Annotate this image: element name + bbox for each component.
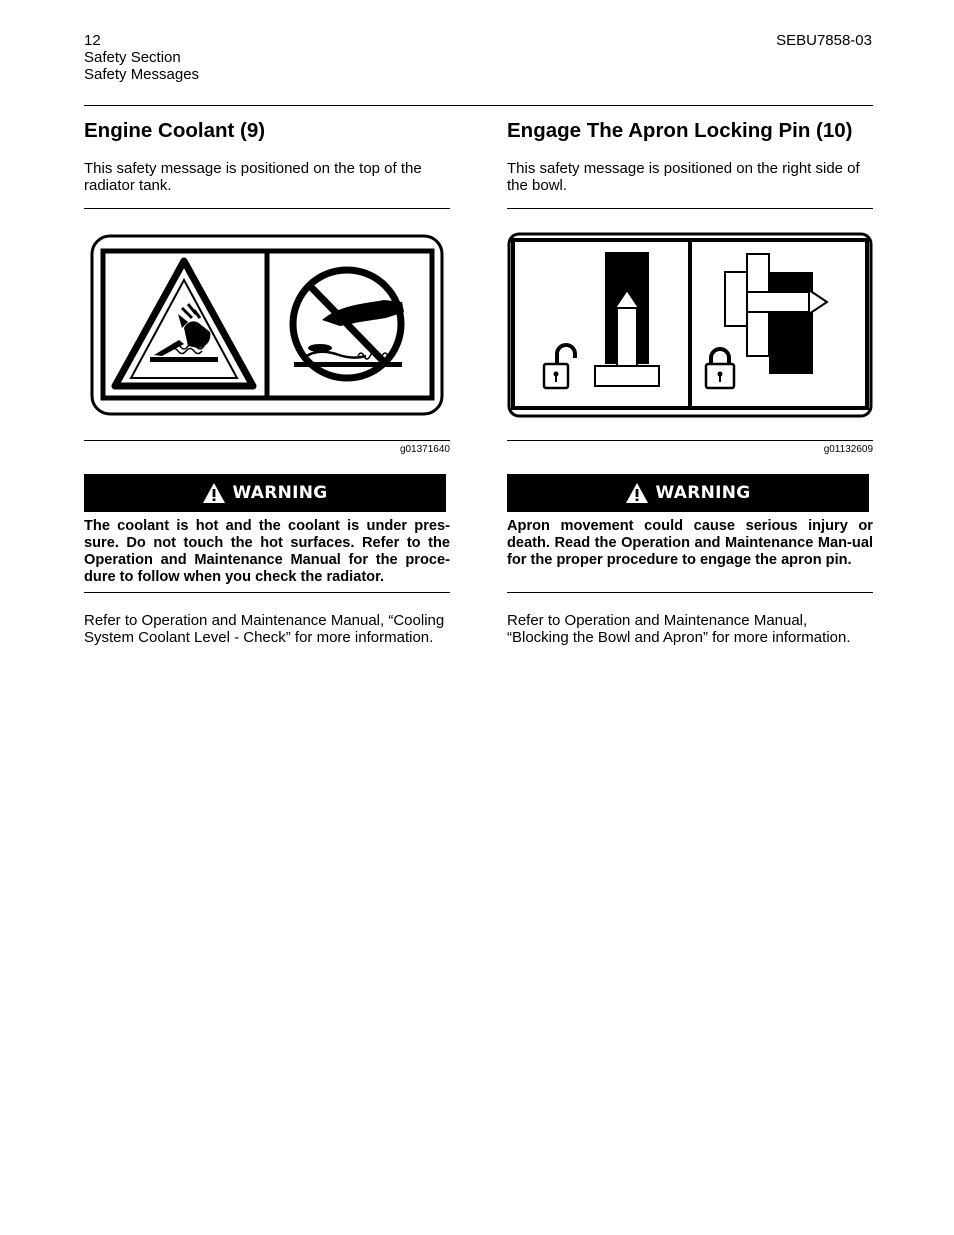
reference-text: Refer to Operation and Maintenance Manual, “Cooling System Coolant Level - Check” for more information. <box>84 612 445 646</box>
hot-surface-triangle-icon <box>115 261 253 386</box>
section-intro: This safety message is positioned on the right side of the bowl. <box>507 160 860 194</box>
warning-message: The coolant is hot and the coolant is under pres-sure. Do not touch the hot surfaces. Refer to the Operation and Maintenance Manual for the proce-dure to follow when you check the radiator. <box>84 518 450 585</box>
figure-id: g01371640 <box>399 444 450 455</box>
warning-banner <box>84 474 446 512</box>
apron-pin-safety-decal <box>507 228 873 428</box>
section-name: Safety Section <box>84 49 181 66</box>
warning-triangle-icon <box>202 482 226 504</box>
page-header-left <box>84 32 199 83</box>
engine-coolant-section <box>84 118 450 646</box>
subsection-name: Safety Messages <box>84 66 200 83</box>
figure-id: g01132609 <box>823 444 873 455</box>
pin-insert-up-icon <box>595 252 659 386</box>
page-number: 12 <box>84 32 101 49</box>
header-divider <box>84 105 873 106</box>
section-intro: This safety message is positioned on the top of the radiator tank. <box>84 160 422 194</box>
warning-triangle-icon <box>625 482 649 504</box>
divider <box>84 592 450 593</box>
document-id: SEBU7858-03 <box>776 32 872 49</box>
warning-message: Apron movement could cause serious injury or death. Read the Operation and Maintenance Man-ual for the proper procedure to engage the apron pin. <box>507 518 873 568</box>
warning-label: WARNING <box>655 483 751 503</box>
warning-label: WARNING <box>232 483 328 503</box>
warning-banner <box>507 474 869 512</box>
reference-text: Refer to Operation and Maintenance Manual, “Blocking the Bowl and Apron” for more information. <box>507 612 851 646</box>
divider <box>84 440 450 441</box>
unlocked-padlock-icon <box>544 345 575 388</box>
locked-padlock-icon <box>706 349 734 388</box>
section-title: Engine Coolant (9) <box>84 119 266 142</box>
section-title: Engage The Apron Locking Pin (10) <box>507 119 853 142</box>
coolant-safety-decal <box>84 228 450 428</box>
divider <box>84 208 450 209</box>
pin-insert-right-icon <box>725 254 827 374</box>
divider <box>507 208 873 209</box>
divider <box>507 592 873 593</box>
no-touch-prohibition-icon <box>293 270 404 378</box>
divider <box>507 440 873 441</box>
apron-locking-pin-section <box>507 118 873 646</box>
